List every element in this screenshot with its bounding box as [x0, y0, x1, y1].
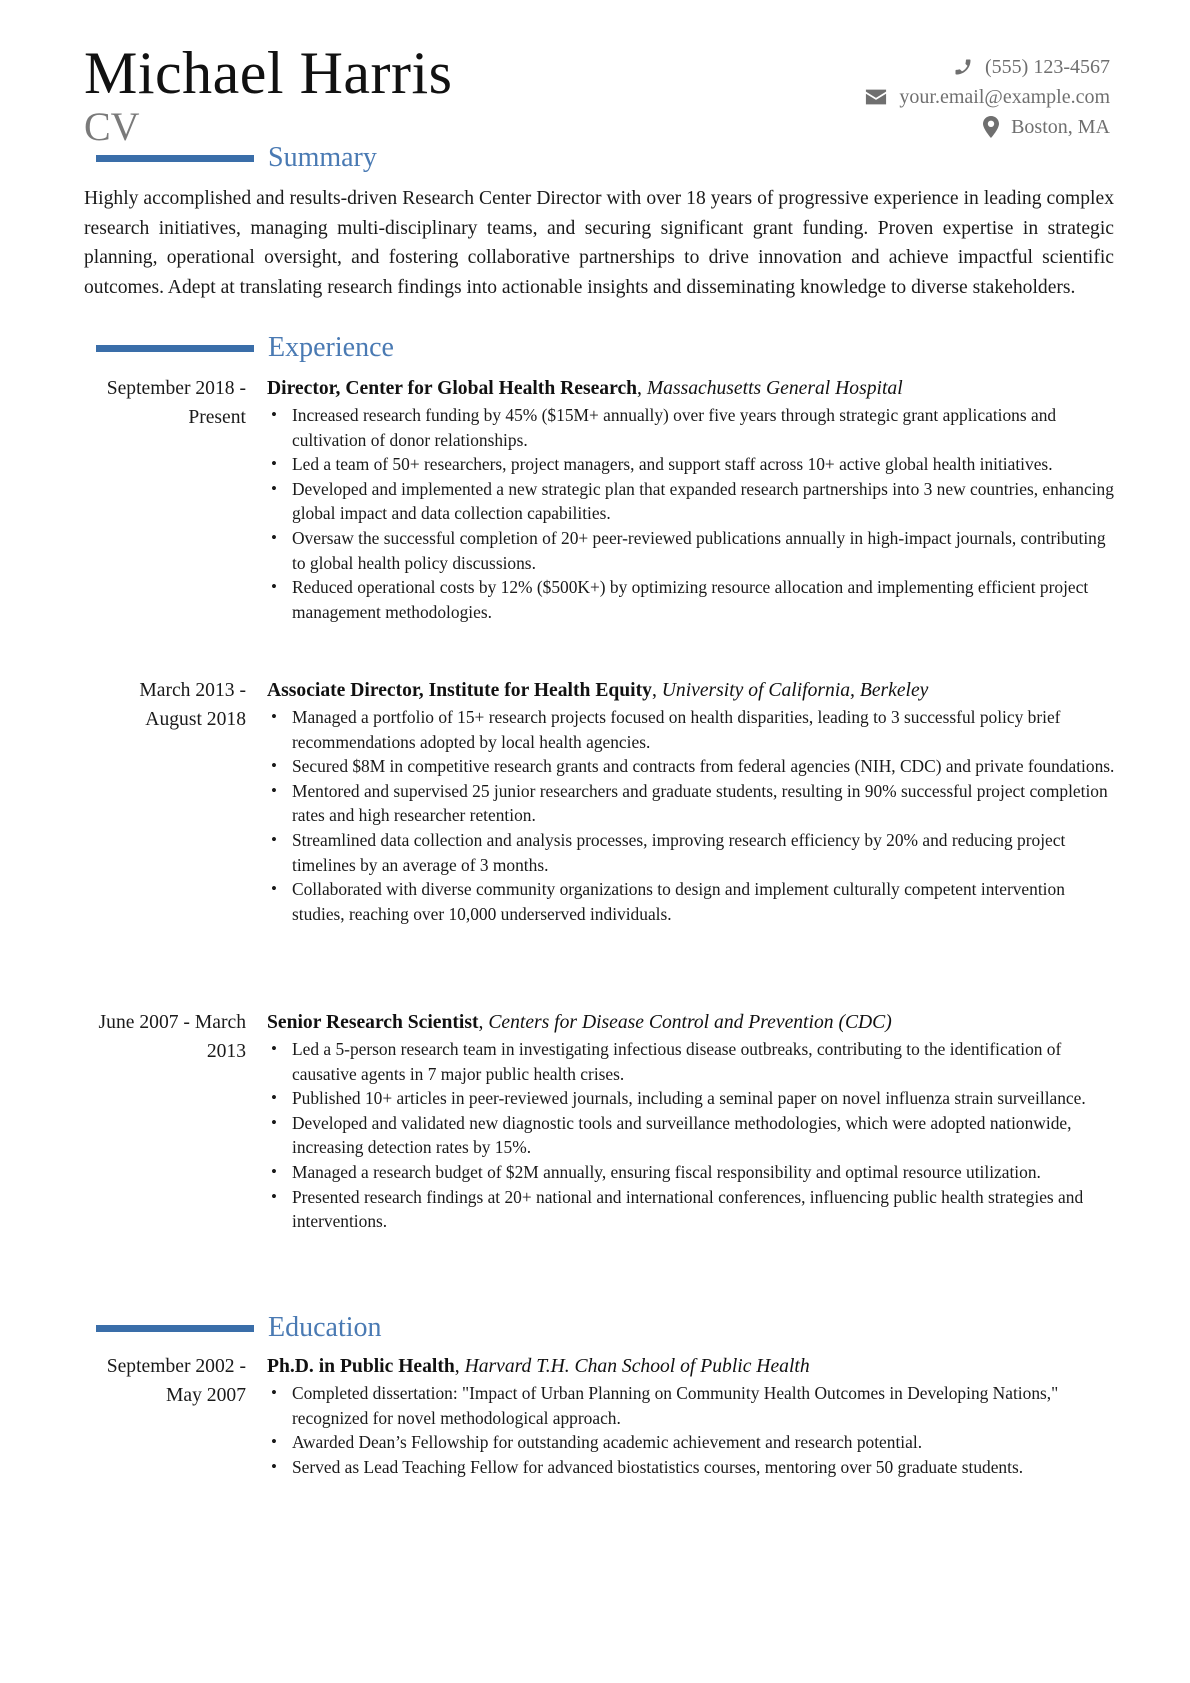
- organization: Massachusetts General Hospital: [646, 378, 903, 399]
- section-title-summary: Summary: [268, 142, 377, 173]
- bullet-item: • Led a team of 50+ researchers, project managers, and support staff across 10+ active global health initiatives.: [267, 452, 1117, 477]
- organization: University of California, Berkeley: [661, 680, 929, 701]
- document-subtitle: CV: [84, 104, 140, 149]
- institution: Harvard T.H. Chan School of Public Health: [464, 1356, 810, 1377]
- bullet-item: • Developed and validated new diagnostic tools and surveillance methodologies, which were adopted nationwide, increasing detection rates by 15%.: [267, 1111, 1117, 1160]
- bullet-list: [267, 403, 1117, 624]
- bullet-item: • Completed dissertation: "Impact of Urban Planning on Community Health Outcomes in Developing Nations," recognized for novel methodological approach.: [267, 1381, 1117, 1430]
- entry-date: September 2002 - May 2007: [106, 1356, 246, 1406]
- map-marker-icon: [983, 116, 999, 138]
- bullet-item: • Oversaw the successful completion of 20+ peer-reviewed publications annually in high-impact journals, contributing to global health policy discussions.: [267, 526, 1117, 575]
- bullet-item: • Managed a portfolio of 15+ research projects focused on health disparities, leading to 3 successful policy brief recommendations adopted by local health agencies.: [267, 705, 1117, 754]
- entry-body: [267, 1352, 1117, 1479]
- contact-block: [865, 52, 1110, 142]
- section-header-education: [96, 1310, 382, 1346]
- entry-body: [267, 374, 1117, 624]
- degree-title: Ph.D. in Public Health: [267, 1356, 455, 1377]
- entry-body: [267, 1008, 1117, 1234]
- section-header-experience: [96, 330, 394, 366]
- bullet-item: • Secured $8M in competitive research grants and contracts from federal agencies (NIH, CDC) and private foundations.: [267, 754, 1117, 779]
- bullet-item: • Reduced operational costs by 12% ($500K+) by optimizing resource allocation and implementing efficient project management methodologies.: [267, 575, 1117, 624]
- person-name: Michael Harris: [84, 40, 453, 106]
- job-title: Associate Director, Institute for Health Equity: [267, 680, 652, 701]
- bullet-item: • Awarded Dean’s Fellowship for outstanding academic achievement and research potential.: [267, 1430, 1117, 1455]
- entry-title: Director, Center for Global Health Research, Massachusetts General Hospital: [267, 378, 903, 399]
- entry-date: June 2007 - March 2013: [98, 1012, 246, 1062]
- job-title: Senior Research Scientist: [267, 1012, 479, 1033]
- entry-date: March 2013 - August 2018: [139, 680, 246, 730]
- bullet-item: • Published 10+ articles in peer-reviewed journals, including a seminal paper on novel influenza strain surveillance.: [267, 1086, 1117, 1111]
- bullet-item: • Managed a research budget of $2M annually, ensuring fiscal responsibility and optimal resource utilization.: [267, 1160, 1117, 1185]
- phone-icon: [953, 57, 973, 77]
- section-divider-bar: [96, 345, 254, 352]
- section-header-summary: [96, 140, 377, 176]
- bullet-item: • Collaborated with diverse community organizations to design and implement culturally competent intervention studies, reaching over 10,000 underserved individuals.: [267, 877, 1117, 926]
- envelope-icon: [865, 88, 887, 106]
- entry-title: Senior Research Scientist, Centers for Disease Control and Prevention (CDC): [267, 1012, 892, 1033]
- section-title-experience: Experience: [268, 332, 394, 363]
- location-text: Boston, MA: [1011, 116, 1110, 138]
- bullet-item: • Increased research funding by 45% ($15M+ annually) over five years through strategic grant applications and cultivation of donor relationships.: [267, 403, 1117, 452]
- contact-location: [865, 112, 1110, 142]
- section-title-education: Education: [268, 1312, 382, 1343]
- section-divider-bar: [96, 155, 254, 162]
- summary-text: Highly accomplished and results-driven Research Center Director with over 18 years of progressive experience in leading complex research initiatives, managing multi-disciplinary teams, and securing significant grant funding. Proven expertise in strategic planning, operational oversight, and fostering collaborative partnerships to drive innovation and achieve impactful scientific outcomes. Adept at translating research findings into actionable insights and disseminating knowledge to diverse stakeholders.: [84, 188, 1114, 298]
- contact-email: [865, 82, 1110, 112]
- entry-title: Associate Director, Institute for Health Equity, University of California, Berkeley: [267, 680, 929, 701]
- phone-number[interactable]: (555) 123-4567: [985, 56, 1110, 78]
- bullet-list: [267, 1381, 1117, 1479]
- entry-date: September 2018 - Present: [106, 378, 246, 428]
- entry-body: [267, 676, 1117, 926]
- bullet-item: • Developed and implemented a new strategic plan that expanded research partnerships into 3 new countries, enhancing global impact and data collection capabilities.: [267, 477, 1117, 526]
- entry-title: Ph.D. in Public Health, Harvard T.H. Chan School of Public Health: [267, 1356, 810, 1377]
- bullet-list: [267, 1037, 1117, 1234]
- section-divider-bar: [96, 1325, 254, 1332]
- bullet-list: [267, 705, 1117, 926]
- bullet-item: • Presented research findings at 20+ national and international conferences, influencing public health strategies and interventions.: [267, 1185, 1117, 1234]
- bullet-item: • Led a 5-person research team in investigating infectious disease outbreaks, contributing to the identification of causative agents in 7 major public health crises.: [267, 1037, 1117, 1086]
- bullet-item: • Mentored and supervised 25 junior researchers and graduate students, resulting in 90% successful project completion rates and high researcher retention.: [267, 779, 1117, 828]
- contact-phone: [865, 52, 1110, 82]
- organization: Centers for Disease Control and Prevention (CDC): [488, 1012, 892, 1033]
- bullet-item: • Served as Lead Teaching Fellow for advanced biostatistics courses, mentoring over 50 graduate students.: [267, 1455, 1117, 1480]
- email-address[interactable]: your.email@example.com: [899, 86, 1110, 108]
- bullet-item: • Streamlined data collection and analysis processes, improving research efficiency by 20% and reducing project timelines by an average of 3 months.: [267, 828, 1117, 877]
- job-title: Director, Center for Global Health Research: [267, 378, 638, 399]
